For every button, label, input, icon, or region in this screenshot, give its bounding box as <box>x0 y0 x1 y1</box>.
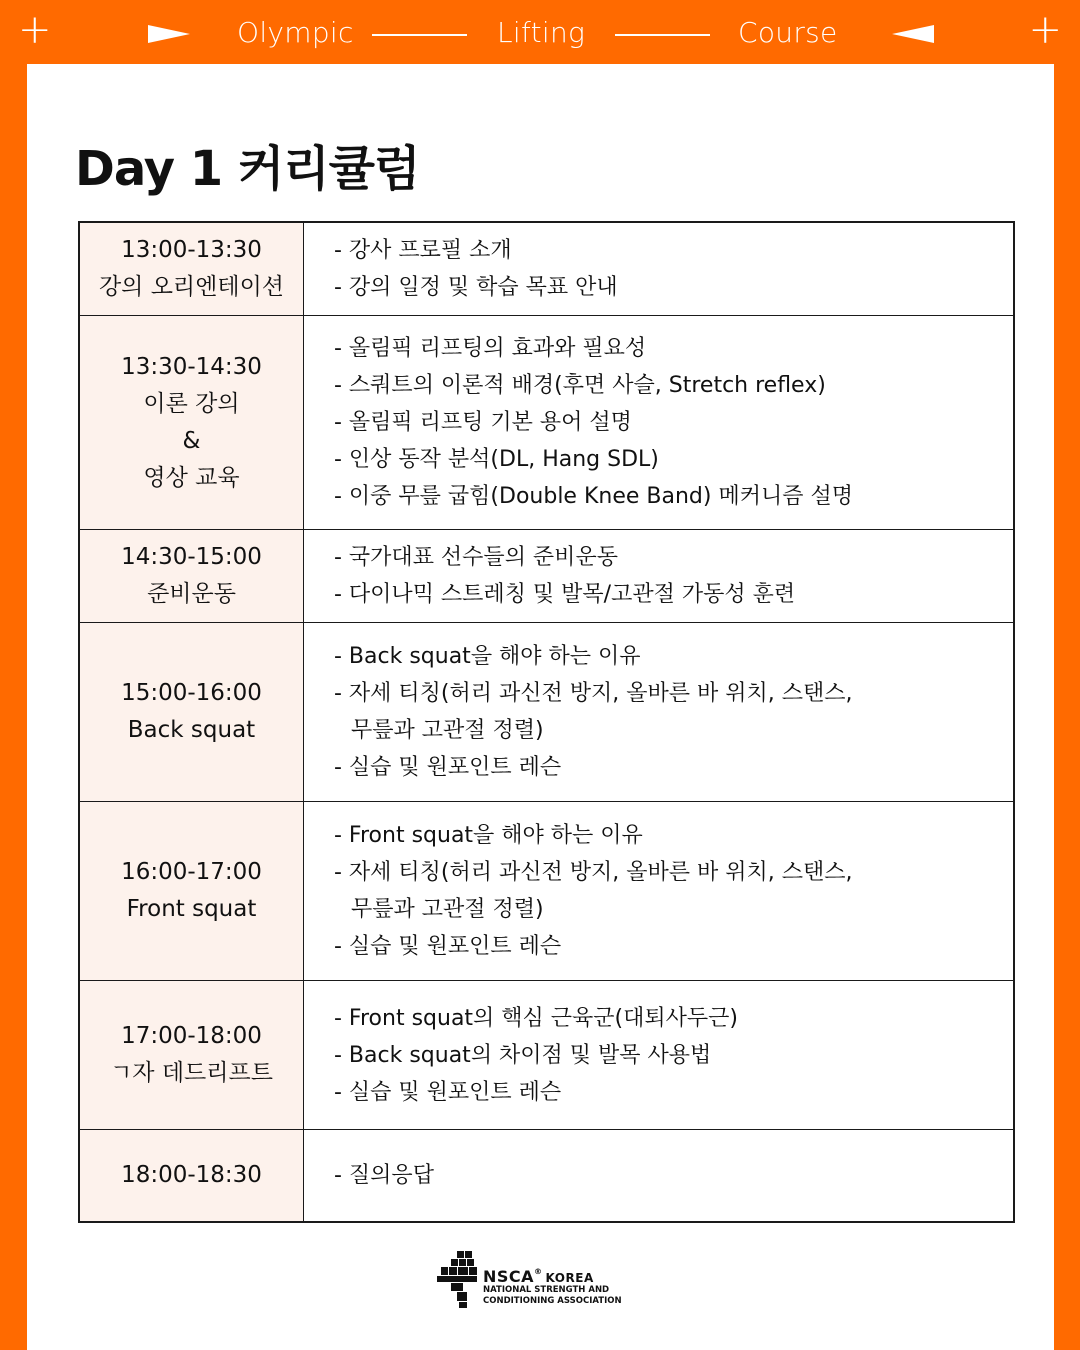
header-word-olympic: Olympic <box>237 16 354 49</box>
session-time: 14:30-15:00 <box>121 544 262 570</box>
triangle-right-icon <box>148 25 190 43</box>
session-label: 준비운동 <box>147 581 236 607</box>
logo-wordmark <box>483 1267 594 1286</box>
header-divider <box>615 34 710 36</box>
session-cell <box>80 223 304 315</box>
detail-item: - Back squat의 차이점 및 발목 사용법 <box>334 1042 712 1068</box>
table-row <box>80 622 1013 801</box>
table-row <box>80 315 1013 529</box>
detail-item: - 인상 동작 분석(DL, Hang SDL) <box>334 447 659 472</box>
session-details <box>304 530 1013 622</box>
detail-item: - 올림픽 리프팅의 효과와 필요성 <box>334 336 647 361</box>
session-label: & <box>182 427 201 454</box>
session-cell <box>80 316 304 529</box>
session-details <box>304 981 1013 1129</box>
detail-item: - 스쿼트의 이론적 배경(후면 사슬, Stretch reflex) <box>334 373 826 398</box>
detail-item: - 국가대표 선수들의 준비운동 <box>334 545 618 570</box>
detail-item: 무릎과 고관절 정렬) <box>351 718 544 743</box>
detail-item: - 다이나믹 스트레칭 및 발목/고관절 가동성 훈련 <box>334 582 796 607</box>
table-row <box>80 1129 1013 1221</box>
detail-item: - 이중 무릎 굽힘(Double Knee Band) 메커니즘 설명 <box>334 484 853 509</box>
session-time: 16:00-17:00 <box>121 859 262 885</box>
logo-subtitle-line: NATIONAL STRENGTH AND <box>483 1285 610 1295</box>
session-label: Back squat <box>127 717 256 743</box>
header-word-course: Course <box>738 16 838 49</box>
detail-item: - Back squat을 해야 하는 이유 <box>334 644 641 669</box>
session-time: 13:00-13:30 <box>121 237 262 263</box>
nsca-korea-logo <box>437 1249 647 1309</box>
table-row <box>80 223 1013 315</box>
detail-item: - 실습 및 원포인트 레슨 <box>334 755 562 780</box>
detail-item: - Front squat을 해야 하는 이유 <box>334 823 643 848</box>
session-details <box>304 623 1013 801</box>
session-cell <box>80 1130 304 1221</box>
detail-item: - 강사 프로필 소개 <box>334 238 512 263</box>
session-cell <box>80 623 304 801</box>
detail-item: 무릎과 고관절 정렬) <box>351 897 544 922</box>
session-details <box>304 1130 1013 1221</box>
logo-subtitle <box>483 1285 622 1307</box>
content-card <box>27 64 1054 1350</box>
session-details <box>304 802 1013 980</box>
nsca-logo-mark-icon <box>437 1249 483 1309</box>
session-cell <box>80 981 304 1129</box>
table-row <box>80 980 1013 1129</box>
detail-item: - 실습 및 원포인트 레슨 <box>334 934 562 959</box>
detail-item: - Front squat의 핵심 근육군(대퇴사두근) <box>334 1005 738 1031</box>
table-row <box>80 801 1013 980</box>
session-time: 15:00-16:00 <box>121 680 262 706</box>
detail-item: - 질의응답 <box>334 1163 434 1188</box>
detail-item: - 올림픽 리프팅 기본 용어 설명 <box>334 410 632 435</box>
plus-icon: + <box>18 7 52 53</box>
logo-registered-mark: ® <box>534 1267 543 1276</box>
detail-item: - 자세 티칭(허리 과신전 방지, 올바른 바 위치, 스탠스, <box>334 681 853 706</box>
header-word-lifting: Lifting <box>497 16 586 49</box>
session-label: 영상 교육 <box>143 464 240 491</box>
detail-item: - 자세 티칭(허리 과신전 방지, 올바른 바 위치, 스탠스, <box>334 860 853 885</box>
session-label: 강의 오리엔테이션 <box>98 274 285 300</box>
plus-icon: + <box>1028 7 1062 53</box>
header-bar <box>0 0 1080 64</box>
table-row <box>80 529 1013 622</box>
session-details <box>304 316 1013 529</box>
detail-item: - 강의 일정 및 학습 목표 안내 <box>334 275 618 300</box>
session-cell <box>80 530 304 622</box>
session-time: 17:00-18:00 <box>121 1023 262 1049</box>
page-title: Day 1 커리큘럼 <box>75 141 420 197</box>
logo-subtitle-line: CONDITIONING ASSOCIATION <box>483 1296 622 1306</box>
session-time: 18:00-18:30 <box>121 1162 262 1188</box>
triangle-left-icon <box>892 25 934 43</box>
logo-name: NSCA <box>483 1267 535 1286</box>
curriculum-table <box>78 221 1015 1223</box>
detail-item: - 실습 및 원포인트 레슨 <box>334 1079 562 1105</box>
session-label: ㄱ자 데드리프트 <box>110 1060 273 1086</box>
logo-country: KOREA <box>545 1271 594 1285</box>
session-time: 13:30-14:30 <box>121 353 262 380</box>
header-divider <box>372 34 467 36</box>
session-details <box>304 223 1013 315</box>
session-cell <box>80 802 304 980</box>
session-label: 이론 강의 <box>143 390 240 417</box>
session-label: Front squat <box>126 896 257 922</box>
